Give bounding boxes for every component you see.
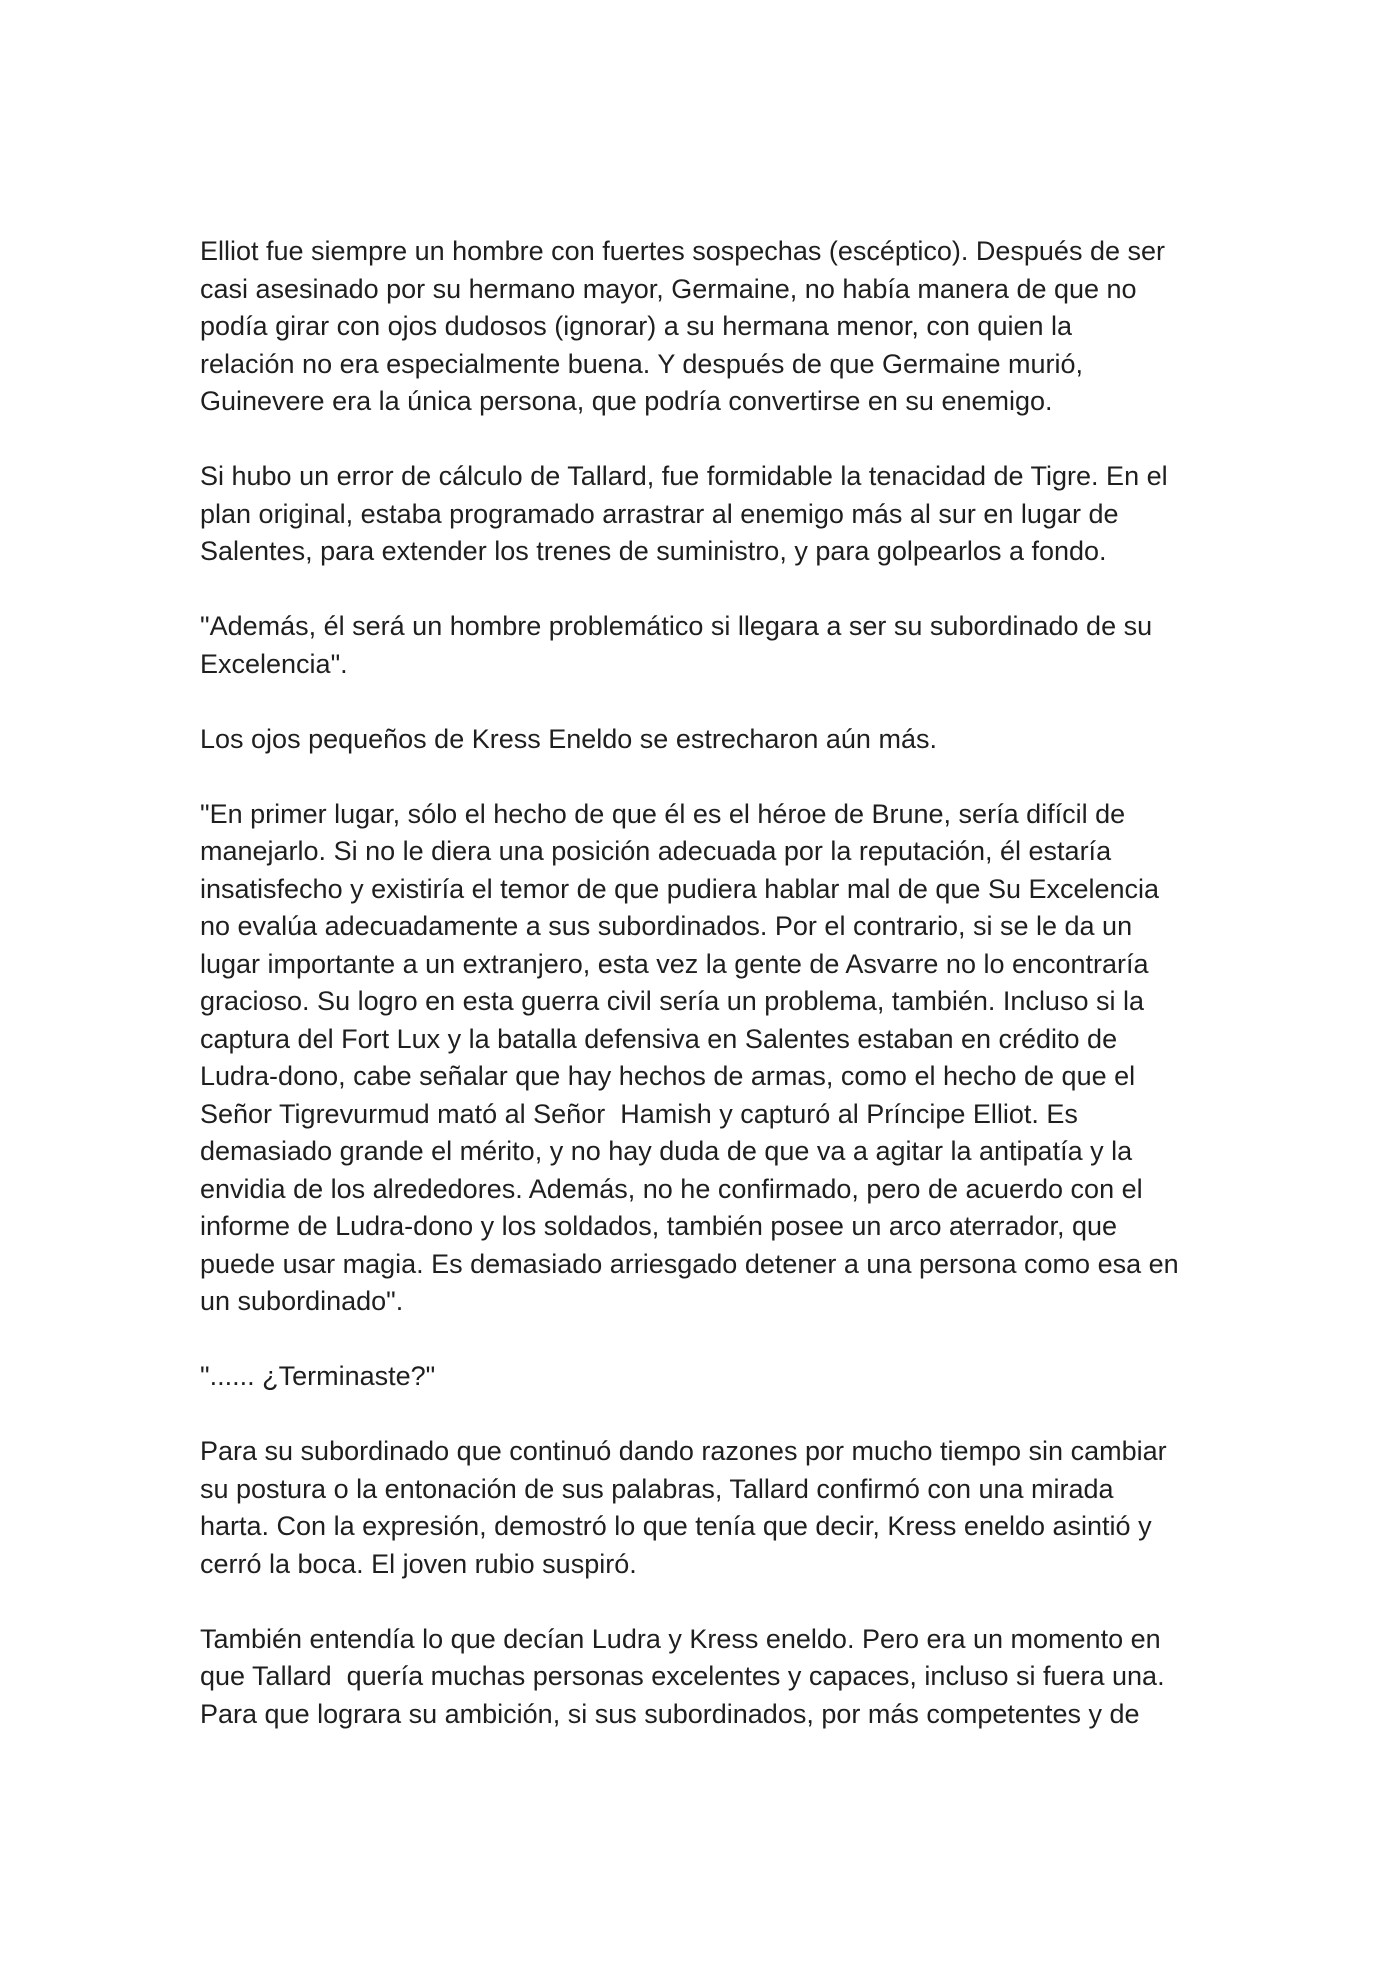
text-line: Para su subordinado que continuó dando razones por mucho tiempo sin cambiar: [200, 1436, 1167, 1466]
text-line: Ludra-dono, cabe señalar que hay hechos de armas, como el hecho de que el: [200, 1061, 1136, 1091]
text-line: "En primer lugar, sólo el hecho de que él es el héroe de Brune, sería difícil de: [200, 798, 1126, 829]
paragraph: [200, 1621, 1210, 1734]
text-line: insatisfecho y existiría el temor de que pudiera hablar mal de que Su Excelencia: [200, 873, 1160, 904]
text-line: cerró la boca. El joven rubio suspiró.: [200, 1548, 637, 1579]
text-line: manejarlo. Si no le diera una posición adecuada por la reputación, él estaría: [200, 836, 1112, 866]
text-line: Elliot fue siempre un hombre con fuertes sospechas (escéptico). Después de ser: [200, 236, 1165, 266]
text-line: podía girar con ojos dudosos (ignorar) a su hermana menor, con quien la: [200, 311, 1073, 341]
text-line: lugar importante a un extranjero, esta vez la gente de Asvarre no lo encontraría: [200, 948, 1149, 979]
text-line: su postura o la entonación de sus palabras, Tallard confirmó con una mirada: [200, 1473, 1114, 1504]
text-line: captura del Fort Lux y la batalla defensiva en Salentes estaban en crédito de: [200, 1023, 1118, 1054]
text-line: puede usar magia. Es demasiado arriesgado detener a una persona como esa en: [200, 1248, 1179, 1279]
paragraph: [200, 1358, 1210, 1396]
text-line: plan original, estaba programado arrastrar al enemigo más al sur en lugar de: [200, 498, 1119, 529]
text-line: Para que lograra su ambición, si sus subordinados, por más competentes y de: [200, 1698, 1140, 1729]
text-line: un subordinado".: [200, 1286, 404, 1316]
text-line: harta. Con la expresión, demostró lo que tenía que decir, Kress eneldo asintió y: [200, 1511, 1152, 1541]
text-line: informe de Ludra-dono y los soldados, también posee un arco aterrador, que: [200, 1211, 1118, 1241]
text-line: demasiado grande el mérito, y no hay duda de que va a agitar la antipatía y la: [200, 1136, 1133, 1166]
text-line: que Tallard quería muchas personas excelentes y capaces, incluso si fuera una.: [200, 1661, 1165, 1691]
paragraph: [200, 796, 1210, 1321]
paragraph: [200, 721, 1210, 759]
text-line: Señor Tigrevurmud mató al Señor Hamish y capturó al Príncipe Elliot. Es: [200, 1098, 1078, 1129]
paragraph: [200, 1433, 1210, 1583]
text-line: Si hubo un error de cálculo de Tallard, fue formidable la tenacidad de Tigre. En el: [200, 461, 1168, 491]
text-line: relación no era especialmente buena. Y después de que Germaine murió,: [200, 348, 1084, 379]
text-line: "Además, él será un hombre problemático si llegara a ser su subordinado de su: [200, 611, 1153, 641]
text-line: Guinevere era la única persona, que podría convertirse en su enemigo.: [200, 386, 1053, 416]
text-line: casi asesinado por su hermano mayor, Germaine, no había manera de que no: [200, 273, 1137, 304]
text-line: "...... ¿Terminaste?": [200, 1361, 436, 1391]
text-line: no evalúa adecuadamente a sus subordinados. Por el contrario, si se le da un: [200, 911, 1133, 941]
text-line: Excelencia".: [200, 648, 348, 679]
text-line: Los ojos pequeños de Kress Eneldo se estrecharon aún más.: [200, 723, 937, 754]
paragraph: [200, 458, 1210, 571]
paragraph: [200, 233, 1210, 421]
text-line: También entendía lo que decían Ludra y Kress eneldo. Pero era un momento en: [200, 1623, 1161, 1654]
text-line: Salentes, para extender los trenes de suministro, y para golpearlos a fondo.: [200, 536, 1107, 566]
paragraph: [200, 608, 1210, 683]
text-line: gracioso. Su logro en esta guerra civil sería un problema, también. Incluso si la: [200, 986, 1144, 1016]
text-line: envidia de los alrededores. Además, no he confirmado, pero de acuerdo con el: [200, 1173, 1143, 1204]
body-text: [200, 233, 1210, 1771]
